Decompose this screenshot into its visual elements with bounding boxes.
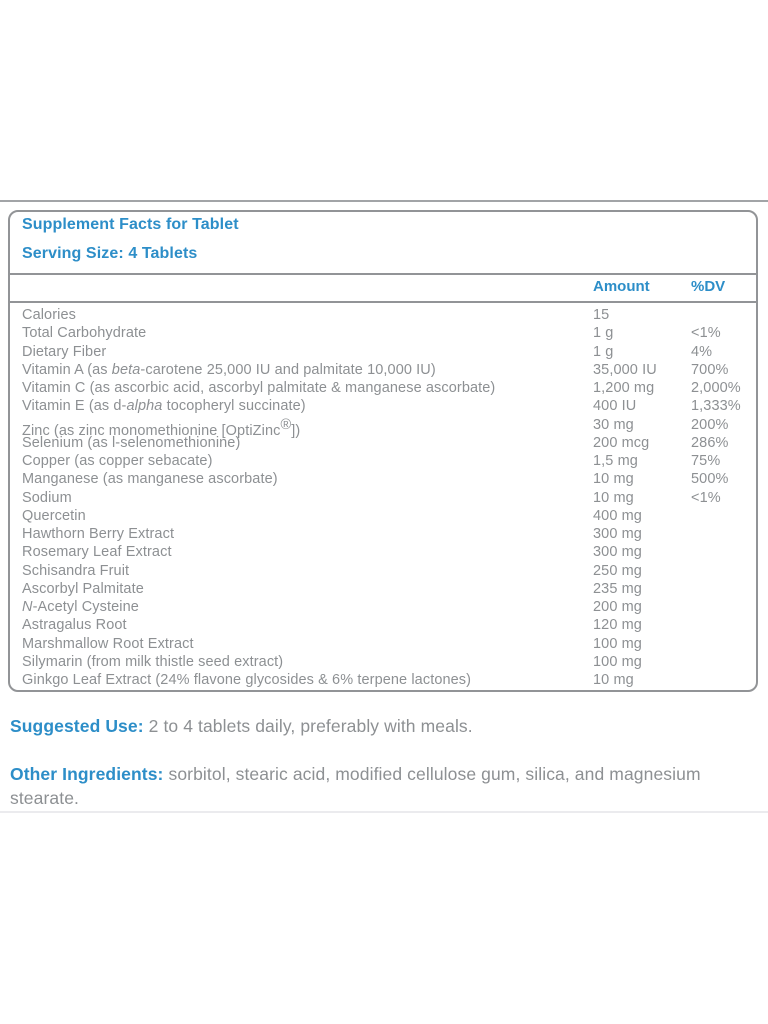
ingredient-dv: 1,333% (691, 398, 741, 415)
table-row (10, 343, 756, 361)
ingredient-name: Hawthorn Berry Extract (22, 526, 175, 542)
suggested-use-section (10, 714, 760, 738)
bottom-divider-line (0, 811, 768, 813)
ingredient-dv: 4% (691, 343, 713, 360)
ingredient-name: Quercetin (22, 507, 86, 524)
table-row (10, 416, 756, 439)
supplement-facts-panel (8, 210, 758, 692)
ingredient-dv: 75% (691, 453, 721, 469)
ingredient-amount: 235 mg (593, 580, 642, 597)
ingredient-name: Vitamin C (as ascorbic acid, ascorbyl palmitate & manganese ascorbate) (22, 380, 496, 396)
column-header-dv: %DV (691, 278, 726, 295)
table-row (10, 452, 756, 470)
ingredient-name: Ginkgo Leaf Extract (24% flavone glycosides & 6% terpene lactones) (22, 672, 472, 688)
ingredient-dv: 2,000% (691, 380, 741, 396)
ingredient-amount: 200 mg (593, 599, 642, 615)
ingredient-amount: 200 mcg (593, 434, 650, 451)
ingredient-amount: 400 mg (593, 507, 642, 524)
other-ingredients-label: Other Ingredients: (10, 764, 164, 784)
table-row (10, 489, 756, 507)
table-row (10, 379, 756, 397)
table-row (10, 543, 756, 561)
other-ingredients-text: sorbitol, stearic acid, modified cellulose gum, silica, and magnesium stearate. (10, 764, 701, 808)
ingredient-amount: 10 mg (593, 471, 634, 488)
ingredient-dv: 700% (691, 361, 729, 378)
ingredient-name: Calories (22, 307, 76, 323)
table-row (10, 635, 756, 653)
ingredient-amount: 400 IU (593, 398, 637, 415)
ingredient-name: Schisandra Fruit (22, 562, 130, 579)
ingredient-name: Zinc (as zinc monomethionine [OptiZinc®]) (22, 416, 301, 439)
ingredient-name: Copper (as copper sebacate) (22, 453, 213, 469)
ingredient-amount: 35,000 IU (593, 361, 657, 378)
ingredient-name: Vitamin E (as d-alpha tocopheryl succinate) (22, 398, 306, 415)
ingredient-dv: 500% (691, 471, 729, 488)
ingredient-amount: 100 mg (593, 635, 642, 652)
header-divider-line (10, 273, 756, 275)
ingredient-amount: 300 mg (593, 526, 642, 542)
ingredient-name: Ascorbyl Palmitate (22, 580, 144, 597)
table-row (10, 525, 756, 543)
ingredient-amount: 15 (593, 307, 610, 323)
column-header-amount: Amount (593, 278, 650, 295)
table-row (10, 616, 756, 634)
ingredient-name: Astragalus Root (22, 617, 127, 634)
ingredient-dv: 286% (691, 434, 729, 451)
ingredient-amount: 300 mg (593, 544, 642, 561)
ingredient-name: Silymarin (from milk thistle seed extract) (22, 653, 284, 670)
ingredient-name: Marshmallow Root Extract (22, 635, 194, 652)
ingredient-name: Rosemary Leaf Extract (22, 544, 172, 561)
ingredient-name: Total Carbohydrate (22, 325, 147, 342)
suggested-use-text: 2 to 4 tablets daily, preferably with meals. (148, 716, 473, 736)
ingredient-dv: 200% (691, 416, 729, 433)
ingredient-amount: 30 mg (593, 416, 634, 433)
ingredient-amount: 10 mg (593, 672, 634, 688)
ingredient-amount: 10 mg (593, 489, 634, 506)
ingredient-dv: <1% (691, 489, 721, 506)
column-header-divider-line (10, 301, 756, 303)
table-row (10, 671, 756, 689)
ingredient-name: N-Acetyl Cysteine (22, 599, 139, 615)
table-row (10, 306, 756, 324)
ingredient-amount: 100 mg (593, 653, 642, 670)
table-row (10, 397, 756, 415)
ingredient-amount: 1 g (593, 343, 614, 360)
ingredient-name: Dietary Fiber (22, 343, 107, 360)
table-row (10, 562, 756, 580)
table-row (10, 470, 756, 488)
table-row (10, 507, 756, 525)
table-row (10, 598, 756, 616)
other-ingredients-section (10, 762, 758, 810)
serving-size-text: Serving Size: 4 Tablets (22, 245, 198, 262)
ingredient-amount: 1 g (593, 325, 614, 342)
ingredient-name: Manganese (as manganese ascorbate) (22, 471, 278, 488)
top-divider-line (0, 200, 768, 202)
ingredient-dv: <1% (691, 325, 721, 342)
ingredient-table (10, 306, 756, 689)
table-row (10, 580, 756, 598)
ingredient-name: Selenium (as l-selenomethionine) (22, 434, 241, 451)
facts-title: Supplement Facts for Tablet (22, 216, 239, 233)
ingredient-amount: 1,5 mg (593, 453, 638, 469)
table-row (10, 324, 756, 342)
ingredient-name: Vitamin A (as beta-carotene 25,000 IU and palmitate 10,000 IU) (22, 361, 436, 378)
ingredient-amount: 250 mg (593, 562, 642, 579)
ingredient-name: Sodium (22, 489, 72, 506)
suggested-use-label: Suggested Use: (10, 716, 144, 736)
table-row (10, 434, 756, 452)
table-row (10, 653, 756, 671)
ingredient-amount: 1,200 mg (593, 380, 655, 396)
table-row (10, 361, 756, 379)
ingredient-amount: 120 mg (593, 617, 642, 634)
